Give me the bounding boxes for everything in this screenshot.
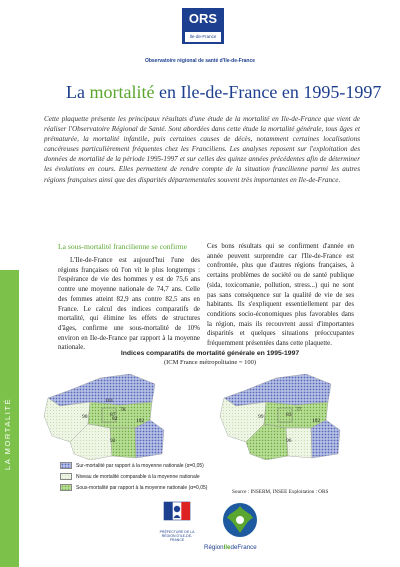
chart-title: Indices comparatifs de mortalité générale en 1995-1997	[120, 350, 300, 357]
intro-paragraph: Cette plaquette présente les principaux résultats d'une étude de la mortalité en Ile-de-France que vient de réaliser l'Observatoire Régional de Santé. Sont abordées dans cette étude la mortalité générale, tous âges et prématurée, la mortalité infantile, puis certaines causes de décès, notamment certaines localisations cancéreuses particulièrement fréquentes chez les Franciliens. Les analyses reposent sur l'exploitation des données de mortalité de la période 1995-1997 et sur celles des quinze années précédentes afin de déterminer les évolutions en cours. Elles permettent de rendre compte de la situation francilienne parmi les autres régions françaises ainsi que des disparités départementales souvent très importantes en Ile-de-France.	[44, 115, 360, 184]
chart-subtitle: (ICM France métropolitaine = 100)	[163, 359, 257, 366]
map-value-label: 92	[110, 438, 116, 444]
map-value-label: 83	[286, 412, 292, 418]
marianne-icon	[156, 500, 198, 522]
map-zone-east	[135, 420, 164, 458]
sidebar-label: LA MORTALITÉ	[3, 397, 12, 470]
legend-item-under	[60, 483, 207, 492]
title-part2: en Ile-de-France en 1995-1997	[154, 82, 382, 102]
map-zone-north	[224, 374, 331, 406]
map-legend	[60, 461, 207, 494]
region-text-1: Région	[204, 544, 224, 551]
map-value-label: 99	[258, 414, 264, 420]
map-zone-north	[48, 374, 155, 406]
map-value-label: 101	[105, 398, 114, 404]
logo-sub-text: Ile-de-France	[185, 32, 221, 42]
logo-main-text: ORS	[188, 11, 218, 26]
legend-label: Sur-mortalité par rapport à la moyenne nationale (α=0,05)	[76, 462, 204, 469]
mortality-maps	[40, 370, 370, 460]
left-map	[44, 374, 164, 460]
region-emblem-icon	[220, 500, 260, 540]
legend-swatch-over	[60, 462, 72, 469]
legend-swatch-under	[60, 484, 72, 491]
map-zone-east	[311, 420, 340, 458]
map-value-label: 90	[82, 414, 88, 420]
right-column-text: Ces bons résultats qui se confirment d'année en année peuvent surprendre car l'Ile-de-France est confrontée, plus que d'autres régions françaises, à certains problèmes de société ou de santé publique (sida, toxicomanie, pollution, stress...) qui ne sont pas sans conséquence sur la qualité de vie de ses habitants. Ils s'expliquent essentiellement par des conditions socio-économiques plus favorables dans la région, mais ils recouvrent aussi d'importantes disparités et quelques situations préoccupantes fréquemment présentées dans cette plaquette.	[207, 243, 354, 348]
right-map	[220, 374, 340, 460]
source-note: Source : INSERM, INSEE Exploitation : ORS	[232, 489, 329, 495]
region-text-3: deFrance	[230, 544, 257, 551]
legend-label: Niveau de mortalité comparable à la moyenne nationale	[76, 473, 200, 480]
region-text-2: Ile	[223, 544, 231, 551]
map-value-label: 102	[136, 418, 145, 424]
map-value-label: 78	[120, 407, 126, 413]
page-title	[66, 82, 381, 103]
map-value-label: 102	[312, 418, 321, 424]
prefecture-logo	[156, 500, 198, 543]
legend-item-avg	[60, 472, 207, 481]
map-value-label: 82	[112, 416, 118, 422]
map-value-label: 96	[286, 438, 292, 444]
map-value-label: 87	[110, 412, 116, 418]
legend-item-over	[60, 461, 207, 470]
region-logo	[220, 500, 280, 545]
legend-swatch-avg	[60, 473, 72, 480]
ors-logo	[182, 8, 224, 44]
section-heading: La sous-mortalité francilienne se confirme	[58, 242, 188, 251]
org-name: Observatoire régional de santé d'Ile-de-France	[144, 58, 256, 64]
region-name	[204, 544, 257, 551]
prefecture-text: PRÉFECTURE DE LA RÉGION D'ILE-DE-FRANCE	[159, 530, 195, 543]
left-column-text: L'Ile-de-France est aujourd'hui l'une des régions françaises où l'on vit le plus longtemps : l'espérance de vie des hommes y est de 75,6 ans contre une moyenne nationale de 74,7 ans. Celle des femmes atteint 82,9 ans contre 82,5 ans en France. Le calcul des indices comparatifs de mortalité, qui élimine les effets de structures d'âges, confirme une sous-mortalité de 10% environ en Ile-de-France par rapport à la moyenne nationale.	[58, 257, 200, 352]
title-accent: mortalité	[89, 82, 155, 102]
title-part1: La	[66, 82, 90, 102]
map-value-label: 77	[296, 407, 302, 413]
legend-label: Sous-mortalité par rapport à la moyenne nationale (α=0,05)	[76, 484, 208, 491]
